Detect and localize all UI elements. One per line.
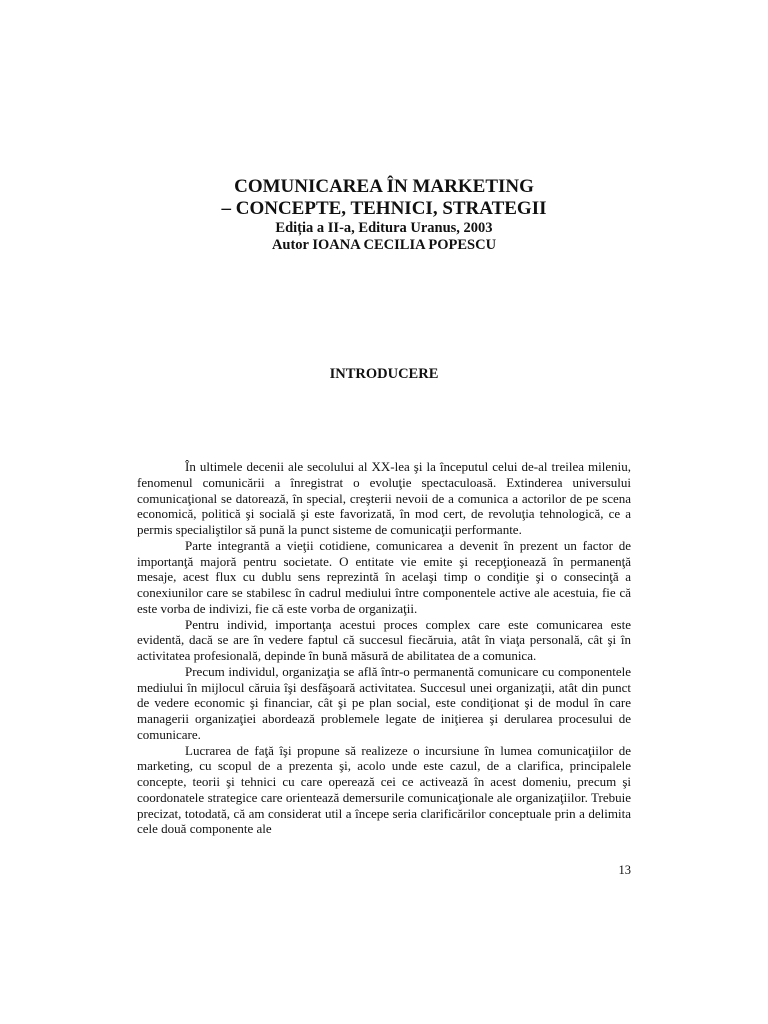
title-block <box>0 176 768 254</box>
author-line: Autor IOANA CECILIA POPESCU <box>271 237 497 253</box>
book-title-line-1: COMUNICAREA ÎN MARKETING <box>234 176 534 197</box>
paragraph: În ultimele decenii ale secolului al XX-lea şi la începutul celui de-al treilea mileniu, fenomenul comunicării a înregistrat o evoluţie spectaculoasă. Extinderea universului comunicaţional se datorează, în special, creşterii nevoii de a comunica a actorilor de pe scena economică, politică şi socială şi este favorizată, în mod cert, de revoluţia tehnologică, ce a permis specialiştilor să pună la punct sisteme de comunicaţii performante. <box>137 459 631 537</box>
section-heading: INTRODUCERE <box>329 366 439 382</box>
paragraph: Lucrarea de faţă îşi propune să realizeze o incursiune în lumea comunicaţiilor de marketing, cu scopul de a prezenta şi, acolo unde este cazul, de a clarifica, principalele concepte, teorii şi tehnici cu care operează cei ce activează în acest domeniu, precum şi coordonatele strategice care orientează demersurile comunicaţionale ale organizaţiilor. Trebuie precizat, totodată, că am considerat util a începe seria clarificărilor conceptuale prin a delimita cele două componente ale <box>137 742 631 837</box>
paragraph: Pentru individ, importanţa acestui proces complex care este comunicarea este evidentă, dacă se are în vedere faptul că succesul fiecăruia, atât în viaţa personală, cât şi în activitatea profesională, depinde în bună măsură de abilitatea de a comunica. <box>137 616 631 663</box>
paragraph: Precum individul, organizaţia se află într-o permanentă comunicare cu componentele mediului în mijlocul căruia îşi desfăşoară activitatea. Succesul unei organizaţii, atât din punct de vedere economic şi financiar, cât şi pe plan social, este condiţionat şi de modul în care managerii organizaţiei abordează problemele legate de iniţierea şi derularea procesului de comunicare. <box>137 663 631 742</box>
body-text <box>137 459 631 837</box>
paragraph: Parte integrantă a vieţii cotidiene, comunicarea a devenit în prezent un factor de importanţă majoră pentru societate. O entitate vie emite şi recepţionează în permanenţă mesaje, acest flux cu dublu sens reprezintă în acelaşi timp o condiţie şi o consecinţă a conexiunilor care se stabilesc în cadrul mediului între componentele active ale acestuia, fie că este vorba de indivizi, fie că este vorba de organizaţii. <box>137 537 631 616</box>
book-title-line-2: – CONCEPTE, TEHNICI, STRATEGII <box>221 198 547 219</box>
edition-info: Ediția a II-a, Editura Uranus, 2003 <box>275 220 493 236</box>
page-number: 13 <box>618 863 631 877</box>
